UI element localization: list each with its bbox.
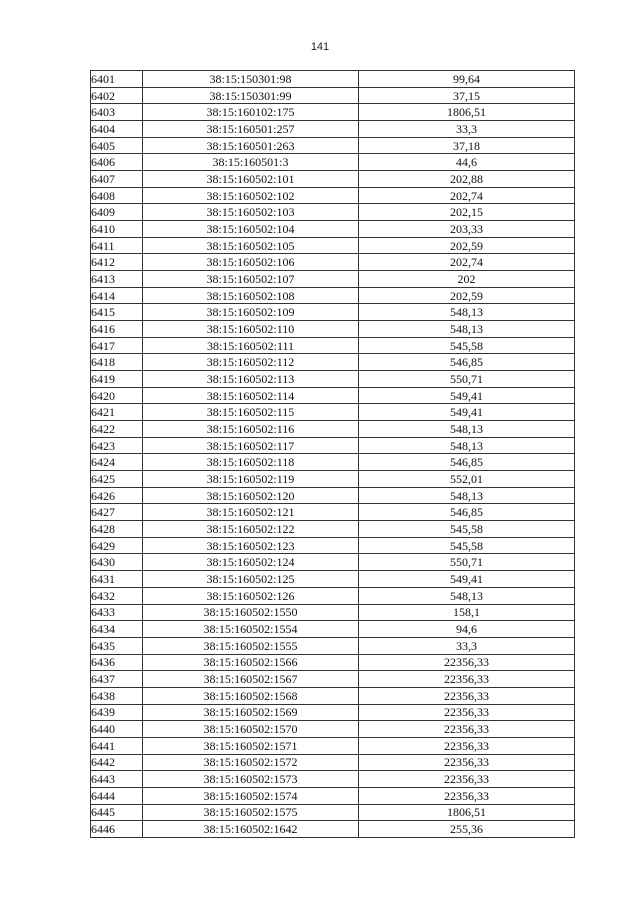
row-number: 6441 [91,737,143,754]
cadastral-number: 38:15:160502:1572 [143,754,359,771]
table-row [91,487,575,504]
area-value: 202 [359,271,575,288]
cadastral-number: 38:15:160502:1568 [143,687,359,704]
area-value: 22356,33 [359,687,575,704]
cadastral-number: 38:15:160502:107 [143,271,359,288]
area-value: 550,71 [359,371,575,388]
table-row [91,671,575,688]
row-number: 6402 [91,87,143,104]
cadastral-number: 38:15:160502:123 [143,537,359,554]
row-number: 6417 [91,337,143,354]
table-row [91,471,575,488]
page-number: 141 [310,41,330,53]
cadastral-number: 38:15:160502:122 [143,521,359,538]
area-value: 202,59 [359,287,575,304]
row-number: 6432 [91,587,143,604]
table-row [91,654,575,671]
cadastral-number: 38:15:160501:3 [143,154,359,171]
row-number: 6418 [91,354,143,371]
table-row [91,554,575,571]
cadastral-number: 38:15:160502:1555 [143,637,359,654]
area-value: 202,74 [359,254,575,271]
table-row [91,754,575,771]
area-value: 545,58 [359,337,575,354]
row-number: 6431 [91,571,143,588]
row-number: 6423 [91,437,143,454]
cadastral-number: 38:15:160502:101 [143,171,359,188]
table-row [91,521,575,538]
area-value: 33,3 [359,637,575,654]
area-value: 1806,51 [359,104,575,121]
table-row [91,254,575,271]
area-value: 22356,33 [359,654,575,671]
area-value: 158,1 [359,604,575,621]
cadastral-number: 38:15:160502:118 [143,454,359,471]
row-number: 6446 [91,821,143,838]
table-row [91,737,575,754]
table-row [91,371,575,388]
table-row [91,337,575,354]
area-value: 1806,51 [359,804,575,821]
table-row [91,121,575,138]
table-row [91,704,575,721]
table-row [91,787,575,804]
row-number: 6444 [91,787,143,804]
table-row [91,237,575,254]
area-value: 44,6 [359,154,575,171]
area-value: 545,58 [359,521,575,538]
cadastral-number: 38:15:160502:1569 [143,704,359,721]
row-number: 6416 [91,321,143,338]
area-value: 22356,33 [359,771,575,788]
row-number: 6443 [91,771,143,788]
cadastral-number: 38:15:160502:116 [143,421,359,438]
row-number: 6425 [91,471,143,488]
area-value: 549,41 [359,387,575,404]
area-value: 548,13 [359,304,575,321]
cadastral-number: 38:15:160502:108 [143,287,359,304]
property-table [90,70,575,838]
row-number: 6403 [91,104,143,121]
cadastral-number: 38:15:160502:1550 [143,604,359,621]
property-table-container [90,70,575,838]
row-number: 6415 [91,304,143,321]
table-row [91,637,575,654]
area-value: 22356,33 [359,754,575,771]
row-number: 6414 [91,287,143,304]
cadastral-number: 38:15:160502:1642 [143,821,359,838]
row-number: 6419 [91,371,143,388]
row-number: 6401 [91,71,143,88]
cadastral-number: 38:15:160502:1570 [143,721,359,738]
row-number: 6420 [91,387,143,404]
row-number: 6405 [91,137,143,154]
area-value: 549,41 [359,571,575,588]
table-row [91,771,575,788]
cadastral-number: 38:15:160501:257 [143,121,359,138]
table-row [91,504,575,521]
table-row [91,87,575,104]
table-row [91,537,575,554]
table-row [91,354,575,371]
cadastral-number: 38:15:160502:113 [143,371,359,388]
row-number: 6442 [91,754,143,771]
table-row [91,454,575,471]
table-row [91,271,575,288]
area-value: 548,13 [359,421,575,438]
cadastral-number: 38:15:150301:98 [143,71,359,88]
area-value: 202,88 [359,171,575,188]
area-value: 22356,33 [359,721,575,738]
area-value: 202,15 [359,204,575,221]
cadastral-number: 38:15:160502:114 [143,387,359,404]
cadastral-number: 38:15:160502:111 [143,337,359,354]
cadastral-number: 38:15:160502:112 [143,354,359,371]
row-number: 6426 [91,487,143,504]
row-number: 6421 [91,404,143,421]
area-value: 99,64 [359,71,575,88]
row-number: 6428 [91,521,143,538]
cadastral-number: 38:15:160502:106 [143,254,359,271]
table-row [91,821,575,838]
cadastral-number: 38:15:160502:105 [143,237,359,254]
area-value: 22356,33 [359,671,575,688]
area-value: 548,13 [359,487,575,504]
area-value: 550,71 [359,554,575,571]
table-row [91,171,575,188]
cadastral-number: 38:15:160502:1571 [143,737,359,754]
area-value: 22356,33 [359,704,575,721]
row-number: 6439 [91,704,143,721]
cadastral-number: 38:15:150301:99 [143,87,359,104]
table-row [91,187,575,204]
area-value: 37,15 [359,87,575,104]
table-row [91,71,575,88]
row-number: 6404 [91,121,143,138]
cadastral-number: 38:15:160502:102 [143,187,359,204]
area-value: 33,3 [359,121,575,138]
area-value: 546,85 [359,504,575,521]
table-row [91,721,575,738]
area-value: 548,13 [359,321,575,338]
cadastral-number: 38:15:160502:120 [143,487,359,504]
cadastral-number: 38:15:160502:126 [143,587,359,604]
area-value: 203,33 [359,221,575,238]
cadastral-number: 38:15:160502:1574 [143,787,359,804]
area-value: 545,58 [359,537,575,554]
table-row [91,104,575,121]
cadastral-number: 38:15:160502:1554 [143,621,359,638]
row-number: 6406 [91,154,143,171]
row-number: 6433 [91,604,143,621]
row-number: 6438 [91,687,143,704]
cadastral-number: 38:15:160502:1573 [143,771,359,788]
area-value: 552,01 [359,471,575,488]
table-row [91,221,575,238]
row-number: 6437 [91,671,143,688]
cadastral-number: 38:15:160502:1566 [143,654,359,671]
table-row [91,437,575,454]
row-number: 6445 [91,804,143,821]
table-row [91,387,575,404]
area-value: 255,36 [359,821,575,838]
cadastral-number: 38:15:160502:1567 [143,671,359,688]
area-value: 37,18 [359,137,575,154]
cadastral-number: 38:15:160502:119 [143,471,359,488]
row-number: 6408 [91,187,143,204]
table-row [91,687,575,704]
table-row [91,287,575,304]
area-value: 548,13 [359,587,575,604]
area-value: 548,13 [359,437,575,454]
row-number: 6411 [91,237,143,254]
row-number: 6422 [91,421,143,438]
table-row [91,304,575,321]
table-row [91,804,575,821]
area-value: 549,41 [359,404,575,421]
table-row [91,621,575,638]
row-number: 6424 [91,454,143,471]
area-value: 22356,33 [359,737,575,754]
area-value: 202,74 [359,187,575,204]
cadastral-number: 38:15:160502:109 [143,304,359,321]
table-row [91,404,575,421]
table-row [91,321,575,338]
row-number: 6427 [91,504,143,521]
table-row [91,571,575,588]
cadastral-number: 38:15:160502:121 [143,504,359,521]
row-number: 6440 [91,721,143,738]
row-number: 6435 [91,637,143,654]
row-number: 6412 [91,254,143,271]
table-body [91,71,575,838]
cadastral-number: 38:15:160502:103 [143,204,359,221]
cadastral-number: 38:15:160502:124 [143,554,359,571]
row-number: 6413 [91,271,143,288]
area-value: 546,85 [359,454,575,471]
cadastral-number: 38:15:160102:175 [143,104,359,121]
cadastral-number: 38:15:160502:110 [143,321,359,338]
table-row [91,604,575,621]
row-number: 6430 [91,554,143,571]
table-row [91,587,575,604]
cadastral-number: 38:15:160502:104 [143,221,359,238]
cadastral-number: 38:15:160502:117 [143,437,359,454]
table-row [91,204,575,221]
table-row [91,137,575,154]
area-value: 202,59 [359,237,575,254]
area-value: 22356,33 [359,787,575,804]
row-number: 6434 [91,621,143,638]
row-number: 6407 [91,171,143,188]
row-number: 6429 [91,537,143,554]
row-number: 6410 [91,221,143,238]
cadastral-number: 38:15:160501:263 [143,137,359,154]
row-number: 6436 [91,654,143,671]
table-row [91,421,575,438]
area-value: 94,6 [359,621,575,638]
table-row [91,154,575,171]
cadastral-number: 38:15:160502:1575 [143,804,359,821]
area-value: 546,85 [359,354,575,371]
cadastral-number: 38:15:160502:125 [143,571,359,588]
cadastral-number: 38:15:160502:115 [143,404,359,421]
row-number: 6409 [91,204,143,221]
